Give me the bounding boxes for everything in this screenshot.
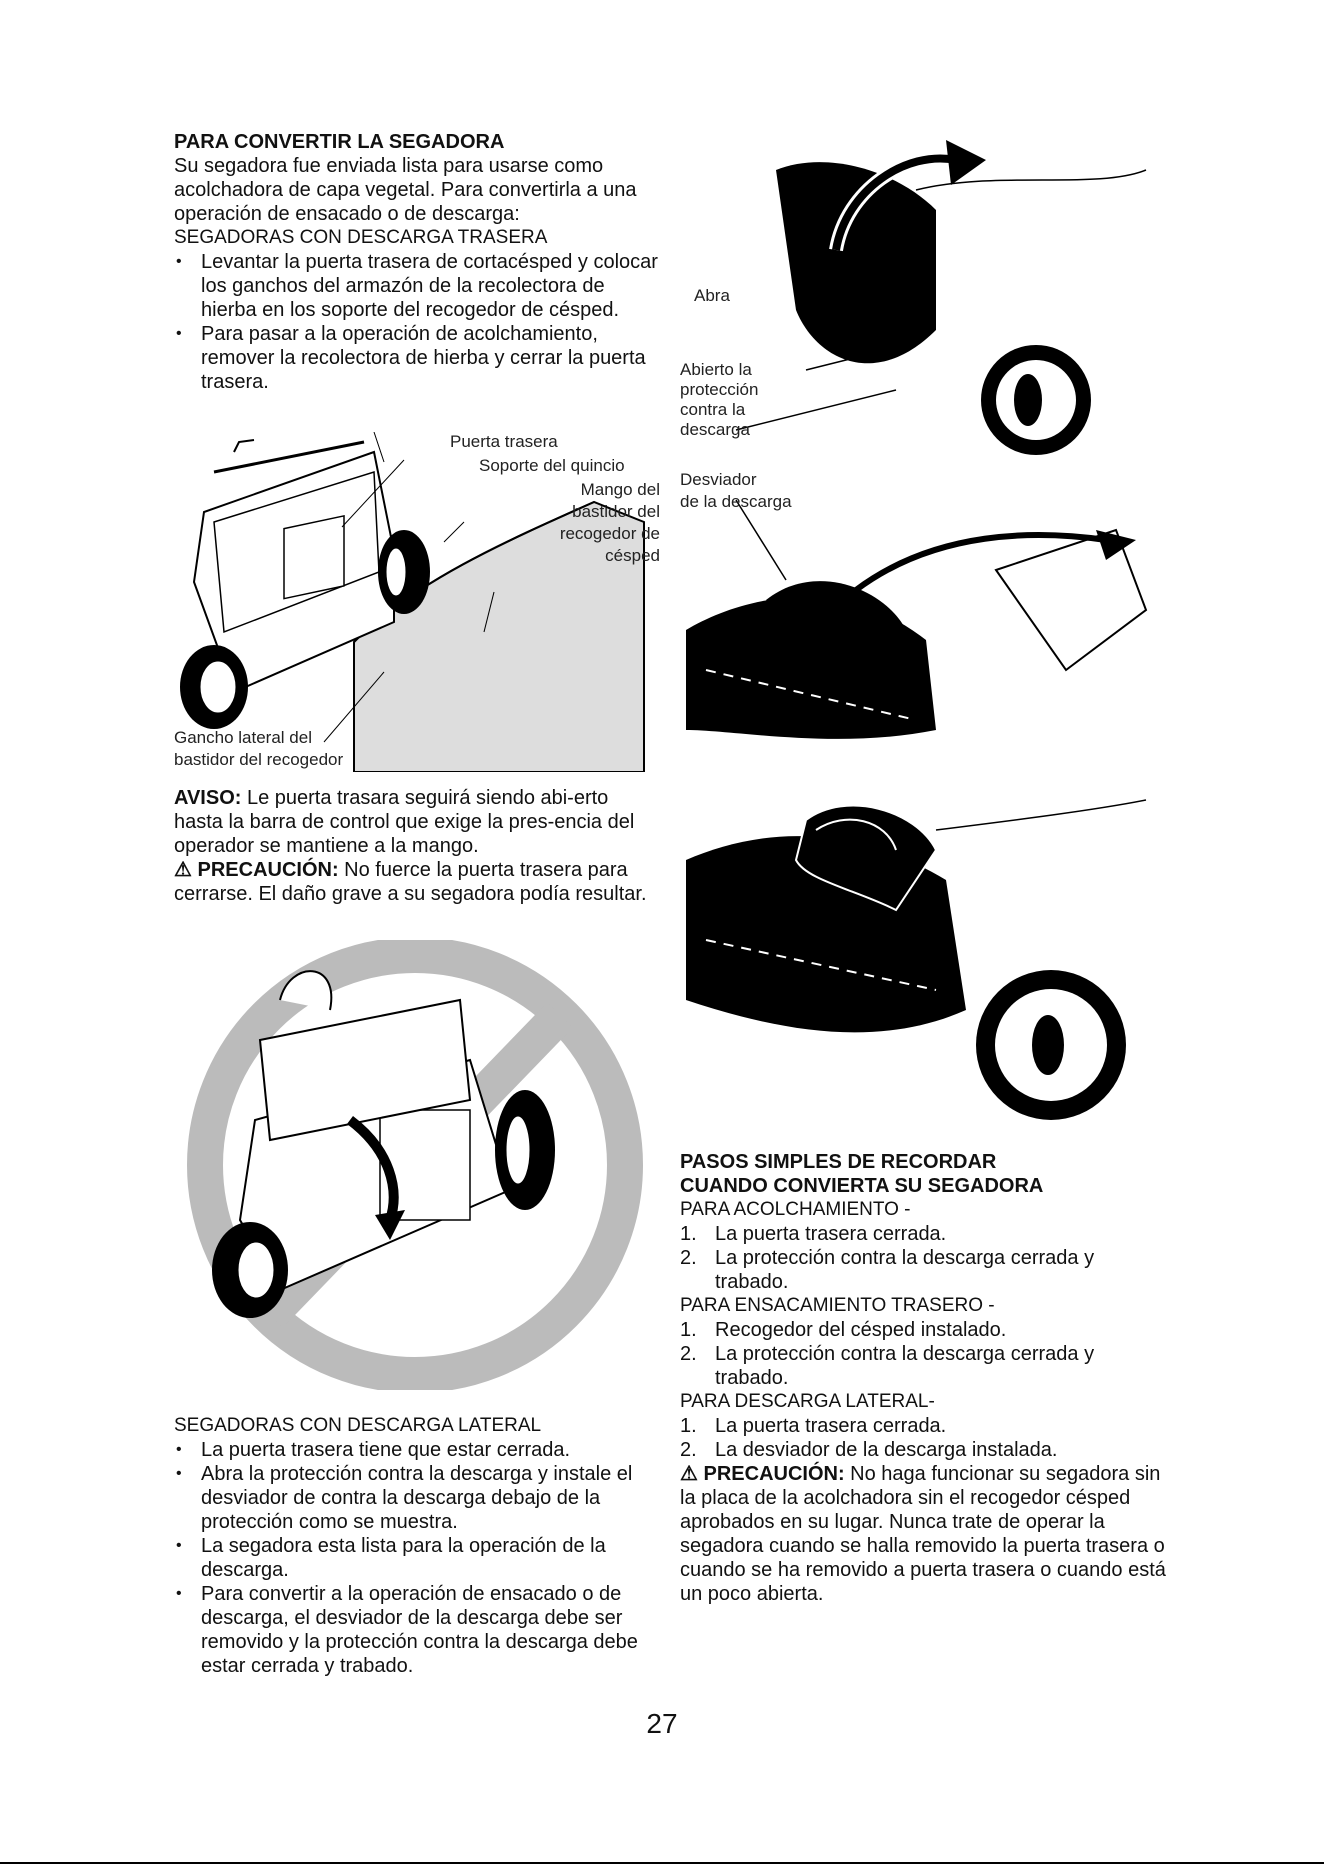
list-item: 2. La protección contra la descarga cerrada y trabado.: [680, 1343, 1095, 1389]
label-mango-4: césped: [605, 546, 660, 565]
side-discharge-block: [174, 1414, 659, 1678]
list-item: 1. Recogedor del césped instalado.: [680, 1319, 1007, 1341]
simple-steps-title-2: CUANDO CONVIERTA SU SEGADORA: [680, 1175, 1044, 1197]
bag-list: [680, 1318, 1170, 1390]
caution-label: PRECAUCIÓN:: [197, 859, 339, 881]
prohibition-figure: [180, 940, 650, 1390]
deflector-illustration: [676, 470, 1156, 750]
do-not-force-illustration: [180, 940, 650, 1390]
list-item: • La segadora esta lista para la operación de la descarga.: [174, 1534, 659, 1582]
mulch-heading: PARA ACOLCHAMIENTO -: [680, 1199, 911, 1220]
label-mango-3: recogedor de: [559, 524, 660, 543]
warning-icon: ⚠: [174, 859, 192, 881]
left-column: [174, 130, 659, 394]
caution-text: No fuerce la puerta trasera para cerrarse. El daño grave a su segadora podía resultar.: [174, 859, 647, 905]
closed-chute-figure: [676, 770, 1156, 1140]
simple-steps-title-1: PASOS SIMPLES DE RECORDAR: [680, 1151, 997, 1173]
label-desviador-1: Desviador: [680, 470, 757, 489]
list-item: 2. La protección contra la descarga cerrada y trabado.: [680, 1247, 1095, 1293]
label-abierto-4: descarga: [680, 420, 750, 439]
convert-intro: Su segadora fue enviada lista para usarse como acolchadora de capa vegetal. Para convertirla a una operación de ensacado o de descarga:: [174, 155, 637, 225]
label-mango-1: Mango del: [580, 480, 660, 499]
right-caution-label: PRECAUCIÓN:: [703, 1463, 845, 1485]
list-item: • Para convertir a la operación de ensacado o de descarga, el desviador de la descarga debe ser removido y la protección contra la descarga debe estar cerrada y trabado.: [174, 1582, 659, 1678]
rear-discharge-list: [174, 250, 659, 394]
side-discharge-heading: SEGADORAS CON DESCARGA LATERAL: [174, 1415, 542, 1436]
right-column: [680, 1150, 1170, 1606]
label-mango-2: bastidor del: [572, 502, 660, 521]
convert-title: PARA CONVERTIR LA SEGADORA: [174, 131, 505, 153]
label-abra: Abra: [694, 286, 730, 305]
closed-chute-illustration: [676, 770, 1156, 1140]
list-item: • La puerta trasera tiene que estar cerrada.: [174, 1438, 659, 1462]
open-chute-figure: [676, 130, 1156, 460]
list-item: • Levantar la puerta trasera de cortacésped y colocar los ganchos del armazón de la recolectora de hierba en los soporte del recogedor de césped.: [174, 250, 659, 322]
label-gancho-1: Gancho lateral del: [174, 728, 312, 747]
notice-block: [174, 786, 659, 906]
warning-icon: ⚠: [680, 1463, 698, 1485]
label-abierto-2: protección: [680, 380, 759, 399]
rear-discharge-heading: SEGADORAS CON DESCARGA TRASERA: [174, 227, 548, 248]
open-chute-illustration: [676, 130, 1156, 460]
grass-catcher-figure: [174, 432, 660, 772]
caution-paragraph: [174, 858, 659, 906]
label-soporte-quincio: Soporte del quincio: [479, 456, 625, 475]
label-puerta-trasera: Puerta trasera: [450, 432, 558, 451]
right-caution-paragraph: [680, 1462, 1170, 1606]
side-list: [680, 1414, 1170, 1462]
label-gancho-2: bastidor del recogedor: [174, 750, 344, 769]
aviso-text: Le puerta trasara seguirá siendo abi-erto hasta la barra de control que exige la pres-encia del operador se mantiene a la mango.: [174, 787, 635, 857]
list-item: 2. La desviador de la descarga instalada.: [680, 1439, 1058, 1461]
list-item: 1. La puerta trasera cerrada.: [680, 1223, 947, 1245]
label-abierto-3: contra la: [680, 400, 746, 419]
page-number: 27: [646, 1708, 678, 1739]
deflector-figure: [676, 470, 1156, 750]
list-item: 1. La puerta trasera cerrada.: [680, 1415, 947, 1437]
label-desviador-2: de la descarga: [680, 492, 792, 511]
side-heading: PARA DESCARGA LATERAL-: [680, 1391, 935, 1412]
aviso-paragraph: [174, 786, 659, 858]
mulch-list: [680, 1222, 1170, 1294]
bag-heading: PARA ENSACAMIENTO TRASERO -: [680, 1295, 995, 1316]
list-item: • Para pasar a la operación de acolchamiento, remover la recolectora de hierba y cerrar la puerta trasera.: [174, 322, 659, 394]
right-caution-text: No haga funcionar su segadora sin la placa de la acolchadora sin el recogedor césped aprobados en su lugar. Nunca trate de operar la segadora cuando se halla removido la puerta trasera o cuando se ha removido a puerta trasera o cuando está un poco abierta.: [680, 1463, 1166, 1605]
aviso-label: AVISO:: [174, 787, 242, 809]
bottom-rule: [0, 1862, 1324, 1864]
side-discharge-list: [174, 1438, 659, 1678]
list-item: • Abra la protección contra la descarga y instale el desviador de contra la descarga debajo de la protección como se muestra.: [174, 1462, 659, 1534]
label-abierto-1: Abierto la: [680, 360, 752, 379]
